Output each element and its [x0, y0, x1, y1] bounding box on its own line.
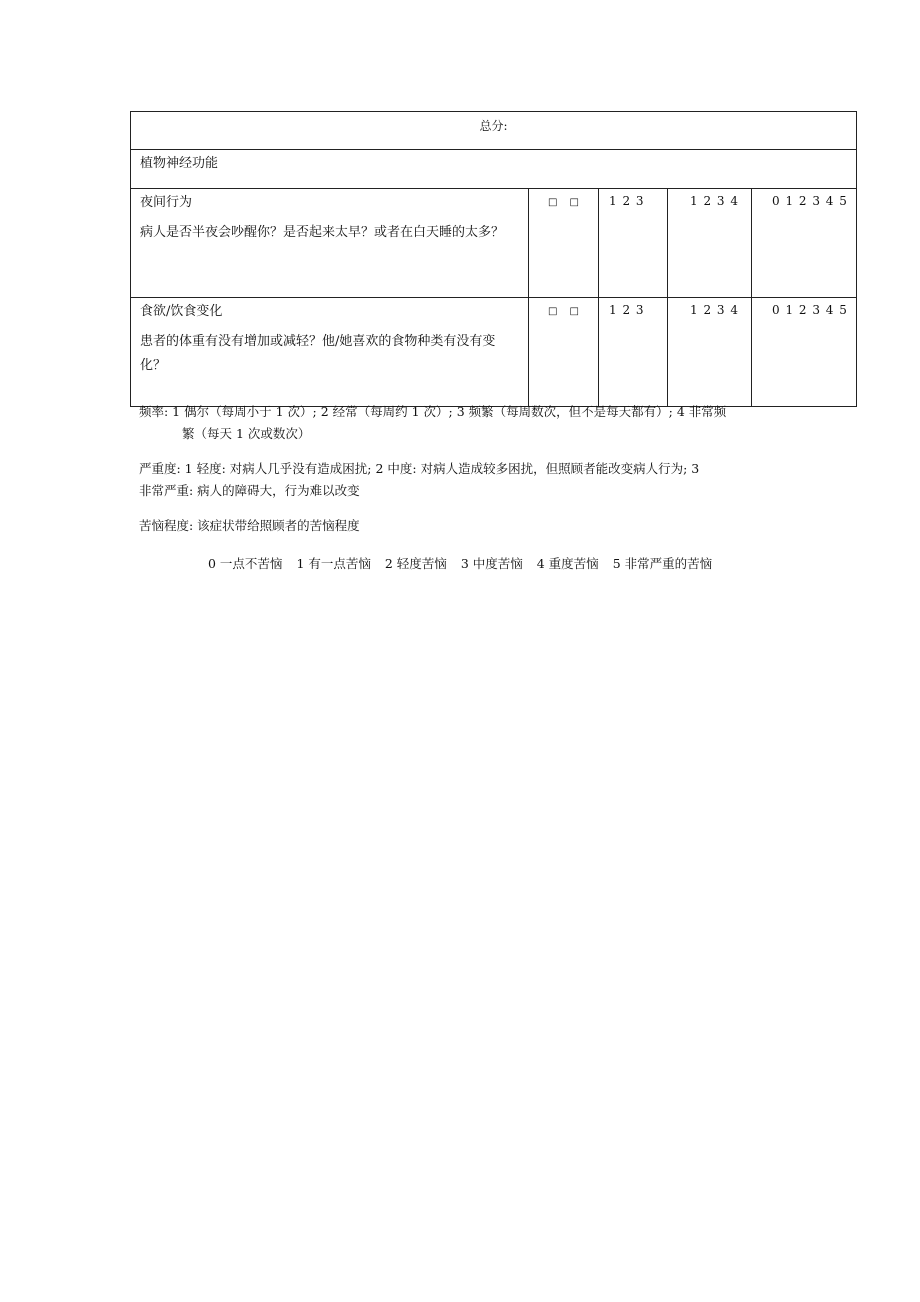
frequency-scale[interactable]: 1 2 3 — [599, 189, 668, 298]
total-row — [131, 112, 857, 150]
table-row — [131, 298, 857, 407]
distress-level-2: 2 轻度苦恼 — [384, 556, 447, 571]
frequency-note-line1: 频率: 1 偶尔（每周小于 1 次）; 2 经常（每周约 1 次）; 3 频繁（每周数次，但不是每天都有）; 4 非常频 — [139, 404, 727, 419]
scoring-notes — [139, 401, 799, 575]
item-question: 患者的体重有没有增加或减轻？他/她喜欢的食物种类有没有变化？ — [140, 334, 496, 373]
section-title: 植物神经功能 — [131, 150, 857, 189]
distress-levels — [139, 553, 799, 575]
distress-level-0: 0 一点不苦恼 — [208, 556, 283, 571]
npi-table-sheet — [130, 111, 856, 407]
item-description-cell — [131, 189, 529, 298]
distress-level-3: 3 中度苦恼 — [460, 556, 523, 571]
distress-scale[interactable]: 0 1 2 3 4 5 — [752, 189, 857, 298]
item-description-cell — [131, 298, 529, 407]
table-row — [131, 189, 857, 298]
yes-checkbox[interactable]: □ — [548, 306, 558, 317]
frequency-note-line2: 繁（每天 1 次或数次） — [182, 426, 311, 441]
item-title: 夜间行为 — [140, 195, 193, 210]
yes-no-checkboxes — [529, 298, 599, 407]
distress-note-title: 苦恼程度: 该症状带给照顾者的苦恼程度 — [139, 518, 360, 533]
npi-score-table — [130, 111, 857, 407]
item-title: 食欲/饮食变化 — [140, 304, 223, 319]
severity-note-line1: 严重度: 1 轻度: 对病人几乎没有造成困扰; 2 中度: 对病人造成较多困扰，但照顾者能改变病人行为; 3 — [139, 461, 700, 476]
yes-no-checkboxes — [529, 189, 599, 298]
total-score-label: 总分: — [131, 112, 857, 150]
severity-scale[interactable]: 1 2 3 4 — [668, 298, 752, 407]
severity-note-line2: 非常严重: 病人的障碍大，行为难以改变 — [139, 483, 360, 498]
distress-scale[interactable]: 0 1 2 3 4 5 — [752, 298, 857, 407]
severity-scale[interactable]: 1 2 3 4 — [668, 189, 752, 298]
distress-level-4: 4 重度苦恼 — [536, 556, 599, 571]
section-row — [131, 150, 857, 189]
distress-level-5: 5 非常严重的苦恼 — [612, 556, 713, 571]
frequency-scale[interactable]: 1 2 3 — [599, 298, 668, 407]
no-checkbox[interactable]: □ — [569, 306, 579, 317]
distress-level-1: 1 有一点苦恼 — [296, 556, 371, 571]
no-checkbox[interactable]: □ — [569, 197, 579, 208]
item-question: 病人是否半夜会吵醒你？是否起来太早？或者在白天睡的太多？ — [140, 225, 505, 240]
yes-checkbox[interactable]: □ — [548, 197, 558, 208]
